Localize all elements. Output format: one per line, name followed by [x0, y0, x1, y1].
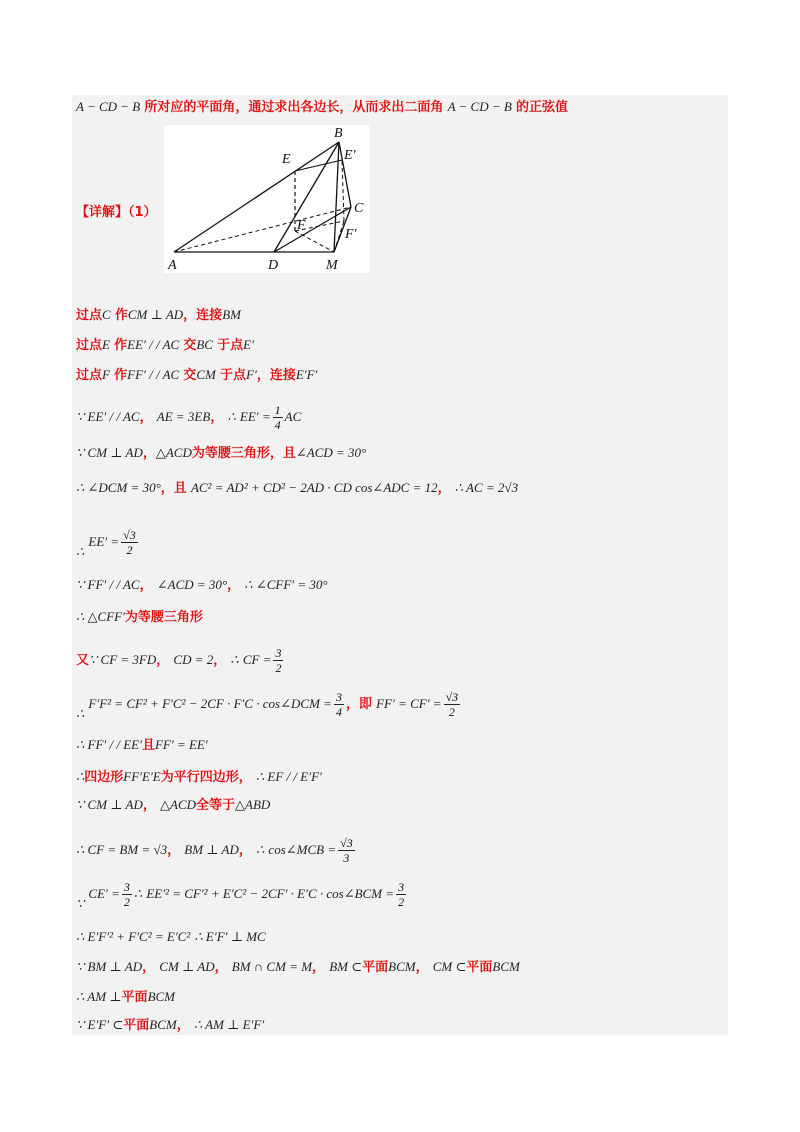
proof-line-16	[76, 877, 720, 912]
math: ∴ EF / / E′F′	[255, 769, 322, 784]
fraction	[396, 880, 406, 909]
math: CD = 2	[173, 652, 214, 667]
text: 平面	[121, 990, 148, 1005]
math: ∵ EE′ / / AC	[76, 409, 140, 424]
math: ∵ CF = 3FD	[89, 652, 157, 667]
math: ∴ AM ⊥	[76, 989, 122, 1004]
edge-BM	[334, 142, 339, 252]
math: BCM	[147, 989, 176, 1004]
math: ∴	[256, 842, 265, 857]
numerator: √3	[340, 836, 353, 850]
fraction	[121, 528, 138, 557]
proof-line-18: ∵ BM ⊥ AD， CM ⊥ AD， BM ∩ CM = M， BM ⊂平面BCM， CM ⊂平面BCM	[76, 959, 520, 975]
math: BM ⊥ AD	[184, 842, 239, 857]
math: ∵ CM ⊥ AD	[76, 445, 143, 460]
math: EE′ =	[88, 534, 120, 549]
proof-line-11	[76, 687, 720, 722]
math: EE′² = CF′² + E′C² − 2CF′ · E′C · cos∠BCM =	[146, 886, 395, 901]
proof-line-3	[76, 365, 720, 386]
text: 过点	[76, 368, 103, 383]
math: CM ⊥ AD	[127, 307, 184, 322]
denominator: 4	[335, 705, 342, 719]
header-text: 所对应的平面角，通过求出各边长，从而求出二面角	[144, 100, 444, 115]
proof-line-12	[76, 735, 720, 756]
math: C	[102, 307, 111, 322]
text: 又	[76, 653, 90, 668]
label-F-prime: F′	[345, 227, 357, 242]
math: FF′ = EE′	[154, 737, 208, 752]
edge-AB	[174, 142, 339, 252]
proof-line-14: ∵ CM ⊥ AD， △ACD全等于△ABD	[76, 797, 271, 813]
proof-line-9	[76, 607, 720, 628]
math: AC² = AD² + CD² − 2AD · CD cos∠ADC = 12	[190, 480, 438, 495]
fraction	[273, 403, 283, 432]
math: ∴ CF = BM = √3	[76, 842, 168, 857]
numerator: 3	[123, 880, 130, 894]
denominator: 2	[275, 661, 282, 675]
math: CM ⊂	[432, 959, 467, 974]
math: ∵ FF′ / / AC	[76, 577, 140, 592]
text: 作	[114, 338, 128, 353]
label-C: C	[354, 201, 364, 216]
text: 过点	[76, 338, 103, 353]
math: E′	[243, 337, 254, 352]
fraction	[273, 646, 283, 675]
math: F′F² = CF² + F′C² − 2CF · F′C · cos∠DCM =	[88, 696, 332, 711]
math: FF′ / / AC	[127, 367, 180, 382]
numerator: √3	[445, 690, 459, 704]
proof-line-19	[76, 987, 720, 1008]
document-page	[72, 95, 728, 1035]
numerator: 3	[335, 690, 342, 704]
label-D: D	[268, 258, 279, 273]
label-F: F	[297, 218, 306, 233]
text: 平面	[362, 960, 389, 975]
math: BM ⊂	[329, 959, 363, 974]
math: ∴	[76, 706, 85, 721]
math: BM ∩ CM = M	[231, 959, 313, 974]
edge-EE'	[295, 160, 342, 171]
math: ∠ACD = 30°	[295, 445, 367, 460]
text: ，	[437, 481, 451, 496]
math: CM ⊥ AD	[159, 959, 215, 974]
math: BCM	[149, 1017, 177, 1032]
math: ∴	[76, 769, 85, 784]
math: FF′ = CF′ =	[376, 696, 442, 711]
proof-line-1	[76, 305, 720, 326]
denominator: 2	[448, 705, 455, 719]
text: 作	[114, 308, 128, 323]
dihedral-expr: A − CD − B	[76, 99, 141, 114]
label-E: E	[282, 152, 291, 167]
denominator: 2	[123, 895, 130, 909]
denominator: 2	[398, 895, 405, 909]
denominator: 2	[126, 543, 133, 557]
math: ∴ ∠CFF′ = 30°	[244, 577, 328, 592]
math: ∵	[76, 896, 85, 911]
math: F	[102, 367, 110, 382]
proof-line-17	[76, 927, 720, 948]
math: EE′ =	[239, 409, 271, 424]
math: ∴ AC = 2√3	[454, 480, 519, 495]
text: 四边形	[84, 770, 124, 785]
label-B: B	[334, 126, 343, 141]
text: ，且	[160, 481, 187, 496]
text: 交	[183, 368, 197, 383]
math: ∵ E′F′ ⊂	[76, 1017, 124, 1032]
math: ∴ E′F′ ⊥ MC	[194, 929, 266, 944]
numerator: 1	[274, 403, 281, 417]
math: FF′E′E	[123, 769, 161, 784]
header-line	[76, 97, 720, 118]
text: 于点	[217, 338, 244, 353]
fraction	[444, 690, 461, 719]
math: E′F′	[295, 367, 318, 382]
text: 为平行四边形，	[160, 770, 252, 785]
math: △ABD	[235, 797, 271, 812]
numerator: √3	[123, 528, 136, 542]
math: BCM	[492, 959, 520, 974]
proof-line-2	[76, 335, 720, 356]
text: 于点	[220, 368, 247, 383]
math: ∵ CM ⊥ AD	[76, 797, 143, 812]
proof-line-10: 又∵ CF = 3FD， CD = 2， ∴ CF = $\frac{3}{2}$	[76, 646, 282, 675]
math: ∴	[133, 886, 143, 901]
math: BC	[196, 337, 213, 352]
text: 平面	[466, 960, 493, 975]
text: ，连接	[256, 368, 296, 383]
math: CF =	[242, 652, 272, 667]
dihedral-expr: A − CD − B	[447, 99, 512, 114]
math: ∵ BM ⊥ AD	[76, 959, 143, 974]
numerator: 3	[398, 880, 405, 894]
math: ∴	[76, 544, 85, 559]
math: BM	[222, 307, 241, 322]
text: ，即	[345, 697, 372, 712]
text: 平面	[123, 1018, 150, 1033]
math: AC	[284, 409, 302, 424]
denominator: 3	[343, 851, 350, 865]
fraction	[334, 690, 344, 719]
text: ，	[142, 446, 156, 461]
math: ∴ E′F′² + F′C² = E′C²	[76, 929, 191, 944]
text: 过点	[76, 308, 103, 323]
math: △ACD	[155, 445, 192, 460]
detail-label: 【详解】（1）	[76, 205, 157, 220]
math: AE = 3EB	[156, 409, 211, 424]
text: 全等于	[196, 798, 236, 813]
math: CE′ =	[88, 886, 120, 901]
math: ∴ ∠DCM = 30°	[76, 480, 161, 495]
text: 作	[114, 368, 128, 383]
math: EE′ / / AC	[127, 337, 180, 352]
proof-line-20: ∵ E′F′ ⊂平面BCM， ∴ AM ⊥ E′F′	[76, 1017, 265, 1033]
math: △ACD	[160, 797, 196, 812]
math: BCM	[388, 959, 416, 974]
proof-line-5	[76, 443, 720, 464]
proof-line-8: ∵ FF′ / / AC， ∠ACD = 30°， ∴ ∠CFF′ = 30°	[76, 577, 328, 593]
text: 交	[183, 338, 197, 353]
geometry-figure	[164, 125, 369, 273]
proof-line-6	[76, 478, 720, 499]
math: E	[102, 337, 110, 352]
label-M: M	[326, 258, 338, 273]
text: 且	[141, 738, 155, 753]
label-E-prime: E′	[344, 148, 356, 163]
math: ∴	[227, 409, 236, 424]
denominator: 4	[274, 418, 281, 432]
proof-line-4: ∵ EE′ / / AC， AE = 3EB， ∴ EE′ = $\frac{1}{4}$ AC	[76, 403, 302, 432]
math: ∠ACD = 30°	[156, 577, 228, 592]
fraction	[338, 836, 355, 865]
math: ∴ △CFF′	[76, 609, 125, 624]
math: F′	[246, 367, 257, 382]
math: ∴ FF′ / / EE′	[76, 737, 142, 752]
numerator: 3	[275, 646, 282, 660]
text: 为等腰三角形，且	[191, 446, 296, 461]
math: CM	[196, 367, 216, 382]
label-A: A	[168, 258, 177, 273]
proof-line-15: ∴ CF = BM = √3， BM ⊥ AD， ∴ cos∠MCB = $\frac{√3}{3}$	[76, 836, 353, 865]
header-text: 的正弦值	[515, 100, 568, 115]
fraction	[122, 880, 132, 909]
figure-svg	[164, 125, 369, 273]
proof-line-13	[76, 767, 720, 788]
edge-FM	[295, 231, 334, 252]
proof-line-7	[76, 525, 720, 560]
text: ，连接	[183, 308, 223, 323]
math: ∴ AM ⊥ E′F′	[193, 1017, 265, 1032]
detail-heading	[76, 203, 720, 223]
math: cos∠MCB =	[268, 842, 337, 857]
math: ∴	[230, 652, 239, 667]
text: 为等腰三角形	[124, 610, 203, 625]
